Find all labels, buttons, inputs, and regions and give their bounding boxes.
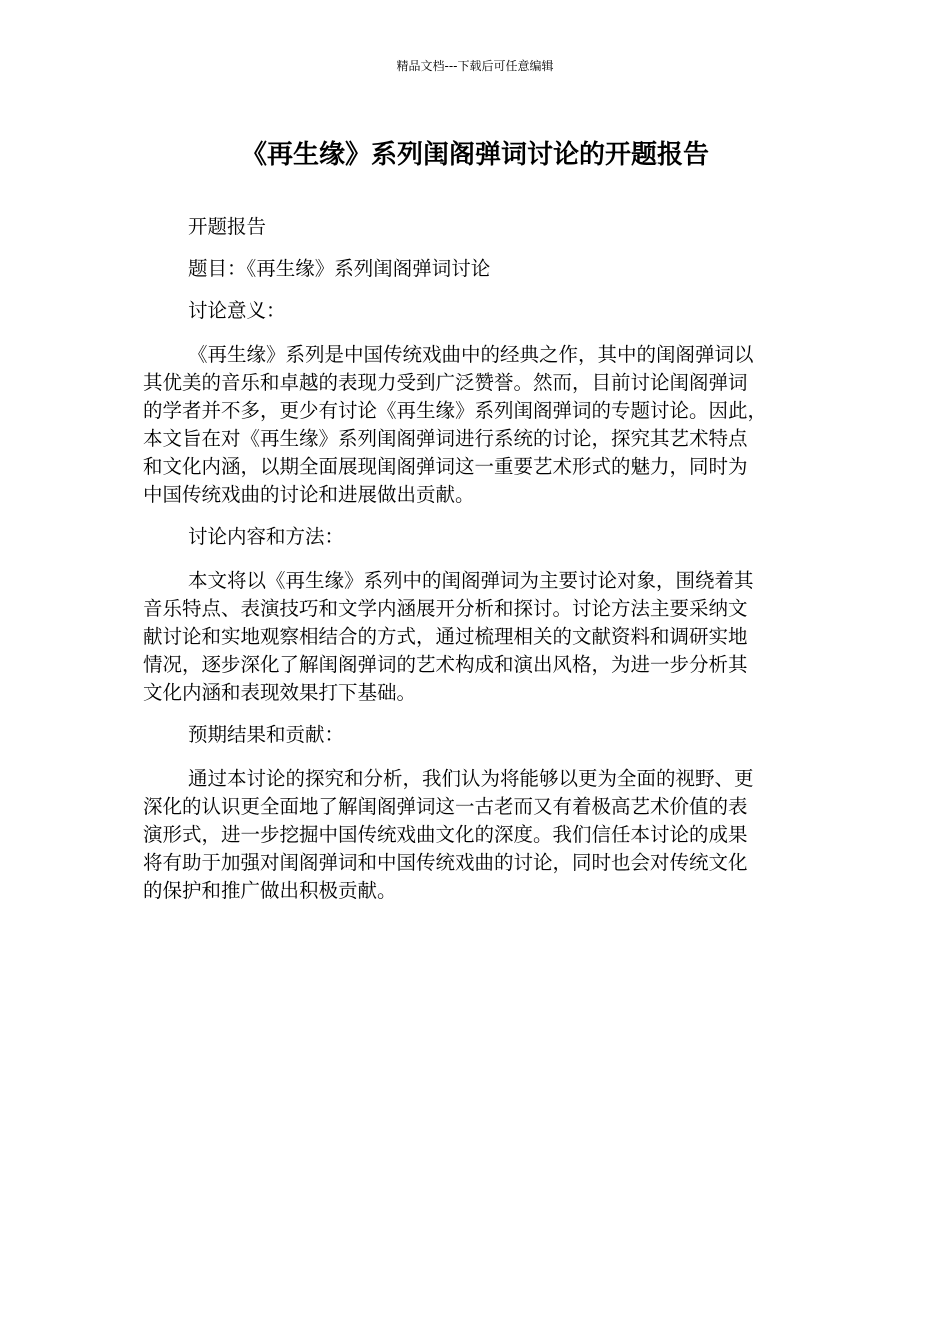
paragraph-line: 通过本讨论的探究和分析，我们认为将能够以更为全面的视野、更 <box>188 767 754 790</box>
header-note: 精品文档---下载后可任意编辑 <box>396 59 554 73</box>
methods-heading: 讨论内容和方法： <box>188 525 345 548</box>
paragraph-line: 音乐特点、表演技巧和文学内涵展开分析和探讨。讨论方法主要采纳文 <box>143 597 748 620</box>
paragraph-line: 其优美的音乐和卓越的表现力受到广泛赞誉。然而，目前讨论闺阁弹词 <box>143 371 748 394</box>
significance-paragraph <box>143 341 798 509</box>
document-body <box>143 213 798 905</box>
paragraph-line: 《再生缘》系列是中国传统戏曲中的经典之作，其中的闺阁弹词以 <box>188 343 754 366</box>
report-heading: 开题报告 <box>188 215 267 238</box>
document-title: 《再生缘》系列闺阁弹词讨论的开题报告 <box>240 140 709 170</box>
paragraph-line: 本文将以《再生缘》系列中的闺阁弹词为主要讨论对象，围绕着其 <box>188 569 754 592</box>
paragraph-line: 将有助于加强对闺阁弹词和中国传统戏曲的讨论，同时也会对传统文化 <box>143 851 748 874</box>
significance-heading: 讨论意义： <box>188 299 286 322</box>
results-heading: 预期结果和贡献： <box>188 723 345 746</box>
results-paragraph <box>143 765 798 905</box>
paragraph-line: 献讨论和实地观察相结合的方式，通过梳理相关的文献资料和调研实地 <box>143 625 748 648</box>
paragraph-line: 的保护和推广做出积极贡献。 <box>143 879 397 902</box>
topic-line: 题目：《再生缘》系列闺阁弹词讨论 <box>188 257 491 280</box>
paragraph-line: 的学者并不多，更少有讨论《再生缘》系列闺阁弹词的专题讨论。因此， <box>143 399 768 422</box>
paragraph-line: 中国传统戏曲的讨论和进展做出贡献。 <box>143 483 475 506</box>
paragraph-line: 本文旨在对《再生缘》系列闺阁弹词进行系统的讨论，探究其艺术特点 <box>143 427 748 450</box>
paragraph-line: 演形式，进一步挖掘中国传统戏曲文化的深度。我们信任本讨论的成果 <box>143 823 748 846</box>
paragraph-line: 文化内涵和表现效果打下基础。 <box>143 681 417 704</box>
paragraph-line: 情况，逐步深化了解闺阁弹词的艺术构成和演出风格，为进一步分析其 <box>143 653 748 676</box>
paragraph-line: 和文化内涵，以期全面展现闺阁弹词这一重要艺术形式的魅力，同时为 <box>143 455 748 478</box>
paragraph-line: 深化的认识更全面地了解闺阁弹词这一古老而又有着极高艺术价值的表 <box>143 795 748 818</box>
methods-paragraph <box>143 567 798 707</box>
